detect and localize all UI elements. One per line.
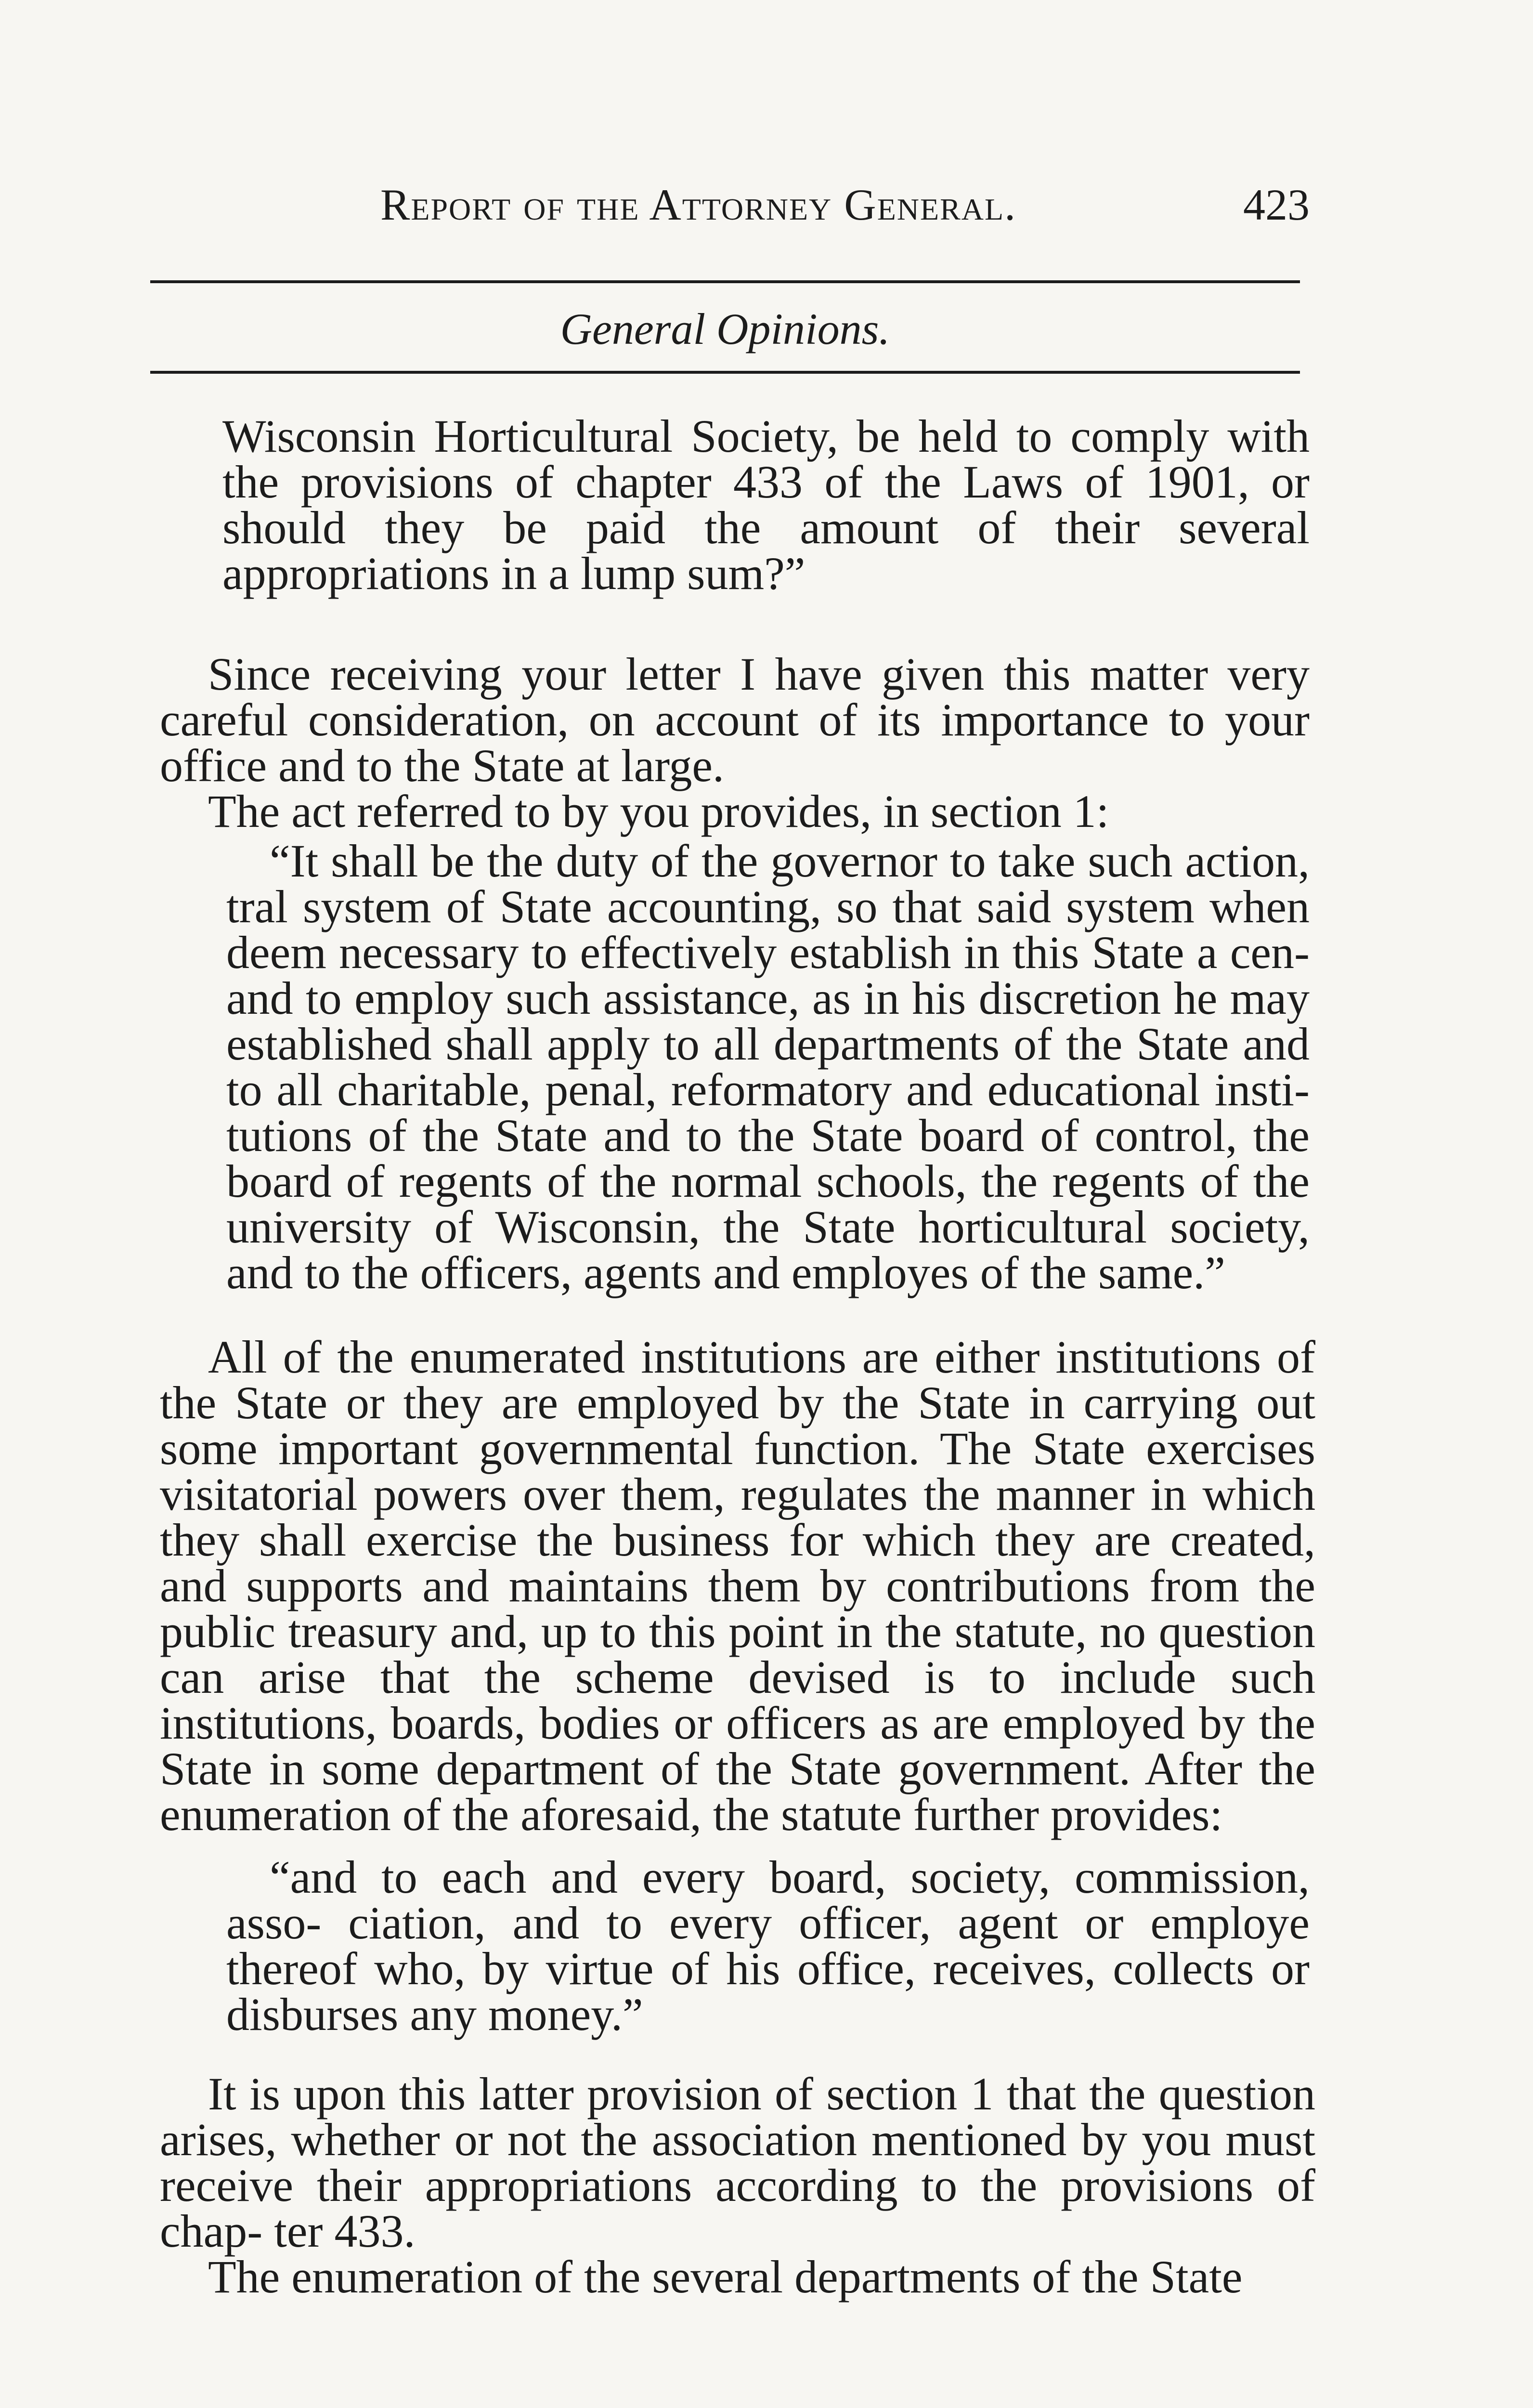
paragraph-5: The enumeration of the several departments of the State [208, 2251, 1243, 2303]
paragraph-3: All of the enumerated institutions are either institutions of the State or they are employed by the State in carrying out some important governmental function. The State exercises visitatorial powers over them, regulates the manner in which they shall exercise the business for which they are created, and supports and maintains them by contributions from the public treasury and, up to this point in the statute, no question can arise that the scheme devised is to include such institutions, boards, bodies or officers as are employed by the State in some department of the State government. After the enumeration of the aforesaid, the statute further provides: [160, 1331, 1315, 1840]
quote-continuation [222, 410, 1310, 599]
block-quote-2 [226, 1851, 1310, 2040]
block-quote-1-text: “It shall be the duty of the governor to take such action, tral system of State accounting, so that said system when deem necessary to effectively establish in this State a cen- and to employ such assistance, as in his discretion he may established shall apply to all departments of the State and to all charitable, penal, reformatory and educational insti- tutions of the State and to the State board of control, the board of regents of the normal schools, the regents of the university of Wisconsin, the State horticultural society, and to the officers, agents and employes of the same.” [226, 835, 1310, 1298]
running-title: Report of the Attorney General. [380, 180, 1017, 229]
quote-continuation-text: Wisconsin Horticultural Society, be held to comply with the provisions of chapter 433 of the Laws of 1901, or should they be paid the amount of their several appropriations in a lump sum?” [222, 410, 1310, 599]
page-header [154, 179, 1310, 237]
block-quote-2-text: “and to each and every board, society, commission, asso- ciation, and to every officer, agent or employe thereof who, by virtue of his office, receives, collects or disburses any money.” [226, 1851, 1310, 2040]
block-quote-1 [226, 835, 1310, 1298]
paragraph-1: Since receiving your letter I have given this matter very careful consideration, on account of its importance to your office and to the State at large. [160, 648, 1310, 791]
header-rule-bottom [150, 371, 1300, 374]
section-title: General Opinions. [560, 304, 890, 353]
paragraph-4: It is upon this latter provision of section 1 that the question arises, whether or not the association mentioned by you must receive their appropriations according to the provisions of chap- ter 433. [160, 2068, 1315, 2257]
closing-paragraphs [160, 2068, 1315, 2303]
paragraph-3-block [160, 1331, 1315, 1840]
header-rule-top [150, 280, 1300, 283]
page-number: 423 [1243, 180, 1310, 229]
intro-paragraphs [160, 648, 1310, 837]
paragraph-2: The act referred to by you provides, in section 1: [208, 785, 1109, 837]
